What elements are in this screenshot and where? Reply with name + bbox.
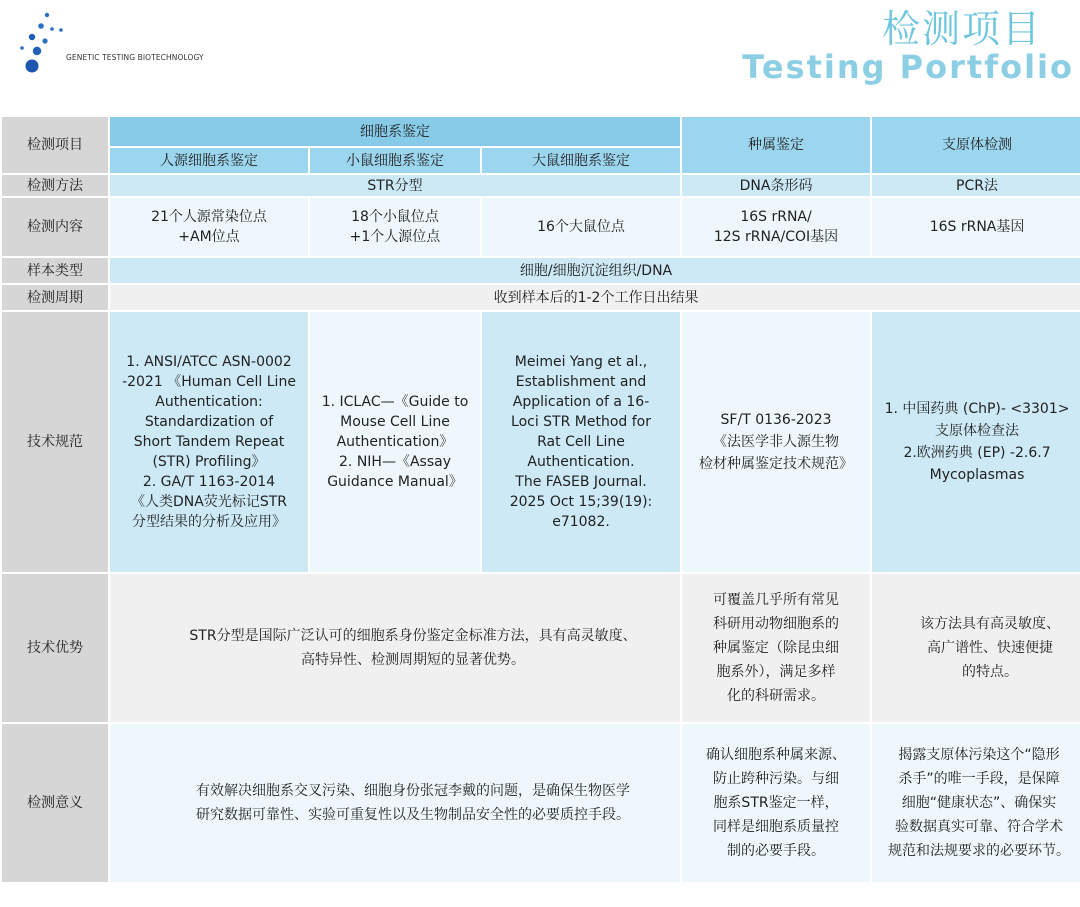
- significance-str-text: 有效解决细胞系交叉污染、细胞身份张冠李戴的问题，是确保生物医学 研究数据可靠性、实验可重复性以及生物制品安全性的必要质控手段。: [196, 783, 631, 823]
- advantage-str: [110, 574, 680, 722]
- advantage-species-text: 可覆盖几乎所有常见 科研用动物细胞系的 种属鉴定（除昆虫细 胞系外），满足多样 化的科研需求。: [713, 592, 840, 704]
- content-species-text: 16S rRNA/ 12S rRNA/COI基因: [713, 209, 839, 245]
- table-row: [2, 285, 1080, 310]
- significance-species-text: 确认细胞系种属来源、 防止跨种污染。与细 胞系STR鉴定一样， 同样是细胞系质量控 制的必要手段。: [706, 747, 847, 859]
- content-mycoplasma: [872, 198, 1080, 256]
- content-rat: [482, 198, 680, 256]
- row-label-sample: 样本类型: [2, 258, 108, 283]
- method-dna: DNA条形码: [682, 175, 870, 196]
- table-row: [2, 724, 1080, 882]
- content-mycoplasma-text: 16S rRNA基因: [929, 219, 1025, 235]
- content-mouse: [310, 198, 480, 256]
- advantage-str-text: STR分型是国际广泛认可的细胞系身份鉴定金标准方法，具有高灵敏度、 高特异性、检测周期短的显著优势。: [189, 628, 637, 668]
- standard-species: [682, 312, 870, 572]
- significance-str: [110, 724, 680, 882]
- row-label-standard: 技术规范: [2, 312, 108, 572]
- header-rat: 大鼠细胞系鉴定: [482, 148, 680, 173]
- standard-mycoplasma-text: 1. 中国药典 (ChP)- <3301> 支原体检查法 2.欧洲药典 (EP) -2.6.7 Mycoplasmas: [884, 401, 1070, 483]
- standard-rat: [482, 312, 680, 572]
- table-row: [2, 574, 1080, 722]
- standard-species-text: SF/T 0136-2023 《法医学非人源生物 检材种属鉴定技术规范》: [699, 412, 854, 472]
- row-label-advantage: 技术优势: [2, 574, 108, 722]
- header-human: 人源细胞系鉴定: [110, 148, 308, 173]
- standard-mouse-text: 1. ICLAC—《Guide to Mouse Cell Line Authentication》 2. NIH—《Assay Guidance Manual》: [321, 394, 469, 490]
- cycle-value: 收到样本后的1-2个工作日出结果: [110, 285, 1080, 310]
- content-human: [110, 198, 308, 256]
- standard-human-text: 1. ANSI/ATCC ASN-0002 -2021 《Human Cell Line Authentication: Standardization of Short Tandem Repeat (STR) Profiling》 2. GA/T 1163-2014 《人类DNA荧光标记STR 分型结果的分析及应用》: [122, 354, 296, 530]
- standard-rat-text: Meimei Yang et al., Establishment and Application of a 16- Loci STR Method for Rat Cell Line Authentication. The FASEB Journal. 2025 Oct 15;39(19): e71082.: [509, 354, 653, 530]
- page-title-en: Testing Portfolio: [742, 48, 1074, 86]
- table-row: [2, 117, 1080, 146]
- row-label-method: 检测方法: [2, 175, 108, 196]
- content-mouse-text: 18个小鼠位点 +1个人源位点: [349, 209, 441, 245]
- row-label-content: 检测内容: [2, 198, 108, 256]
- table-row: [2, 198, 1080, 256]
- standard-mycoplasma: [872, 312, 1080, 572]
- header-species: 种属鉴定: [682, 117, 870, 173]
- content-rat-text: 16个大鼠位点: [537, 219, 625, 235]
- header-cell-line: 细胞系鉴定: [110, 117, 680, 146]
- table-row: [2, 258, 1080, 283]
- header-mycoplasma: 支原体检测: [872, 117, 1080, 173]
- table-row: [2, 312, 1080, 572]
- advantage-mycoplasma: [872, 574, 1080, 722]
- portfolio-table: [0, 115, 1080, 884]
- header-mouse: 小鼠细胞系鉴定: [310, 148, 480, 173]
- significance-mycoplasma: [872, 724, 1080, 882]
- row-label-significance: 检测意义: [2, 724, 108, 882]
- content-human-text: 21个人源常染位点 +AM位点: [151, 209, 267, 245]
- significance-mycoplasma-text: 揭露支原体污染这个“隐形 杀手”的唯一手段，是保障 细胞“健康状态”、确保实 验数据真实可靠、符合学术 规范和法规要求的必要环节。: [888, 747, 1071, 859]
- table-row: [2, 175, 1080, 196]
- row-label-item: 检测项目: [2, 117, 108, 173]
- method-str: STR分型: [110, 175, 680, 196]
- logo-text: GENETIC TESTING BIOTECHNOLOGY: [66, 53, 204, 62]
- advantage-mycoplasma-text: 该方法具有高灵敏度、 高广谱性、快速便捷 的特点。: [920, 616, 1061, 680]
- page-title-cn: 检测项目: [881, 7, 1042, 51]
- standard-mouse: [310, 312, 480, 572]
- standard-human: [110, 312, 308, 572]
- page-header: [0, 0, 1080, 115]
- content-species: [682, 198, 870, 256]
- significance-species: [682, 724, 870, 882]
- method-pcr: PCR法: [872, 175, 1080, 196]
- sample-value: 细胞/细胞沉淀组织/DNA: [110, 258, 1080, 283]
- advantage-species: [682, 574, 870, 722]
- row-label-cycle: 检测周期: [2, 285, 108, 310]
- company-logo-icon: [12, 8, 72, 78]
